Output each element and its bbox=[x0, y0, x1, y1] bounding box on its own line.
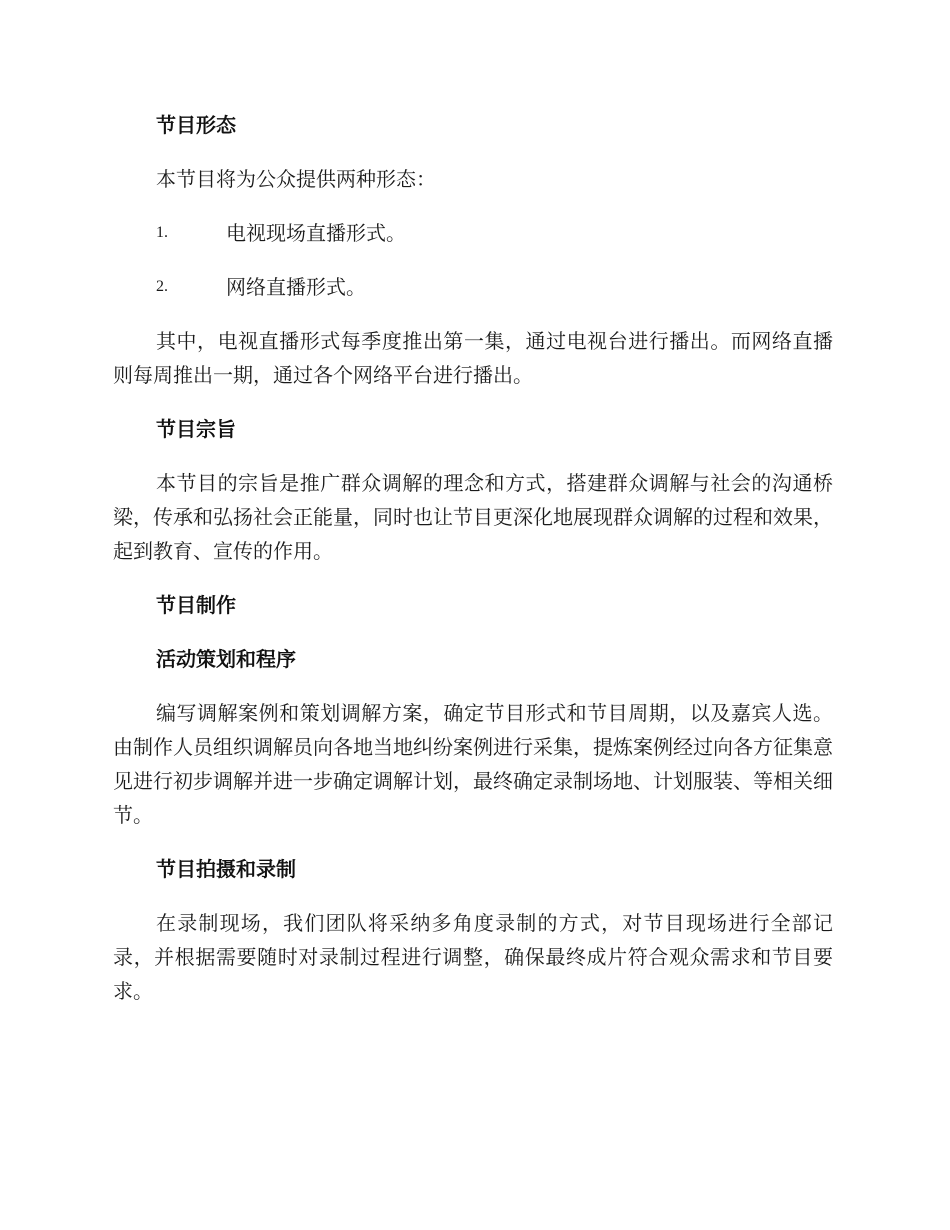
purpose-body: 本节目的宗旨是推广群众调解的理念和方式，搭建群众调解与社会的沟通桥梁，传承和弘扬社会正能量，同时也让节目更深化地展现群众调解的过程和效果，起到教育、宣传的作用。 bbox=[113, 471, 833, 563]
section-heading-format: 节目形态 bbox=[156, 113, 236, 137]
list-item-text: 网络直播形式。 bbox=[226, 275, 366, 299]
list-item bbox=[113, 270, 833, 304]
list-item bbox=[113, 216, 833, 250]
document-content bbox=[113, 108, 833, 1028]
format-intro: 本节目将为公众提供两种形态： bbox=[156, 167, 436, 191]
recording-body: 在录制现场，我们团队将采纳多角度录制的方式，对节目现场进行全部记录，并根据需要随时对录制过程进行调整，确保最终成片符合观众需求和节目要求。 bbox=[113, 911, 833, 1003]
list-item-number: 1. bbox=[156, 224, 168, 241]
list-item-text: 电视现场直播形式。 bbox=[226, 221, 406, 245]
planning-body: 编写调解案例和策划调解方案，确定节目形式和节目周期，以及嘉宾人选。由制作人员组织调解员向各地当地纠纷案例进行采集，提炼案例经过向各方征集意见进行初步调解并进一步确定调解计划，最终确定录制场地、计划服装、等相关细节。 bbox=[113, 701, 833, 827]
format-body: 其中，电视直播形式每季度推出第一集，通过电视台进行播出。而网络直播则每周推出一期，通过各个网络平台进行播出。 bbox=[113, 329, 833, 387]
section-heading-purpose: 节目宗旨 bbox=[156, 417, 236, 441]
section-heading-production: 节目制作 bbox=[156, 593, 236, 617]
section-heading-planning: 活动策划和程序 bbox=[156, 647, 296, 671]
list-item-number: 2. bbox=[156, 278, 168, 295]
format-list bbox=[113, 216, 833, 304]
section-heading-recording: 节目拍摄和录制 bbox=[156, 857, 296, 881]
